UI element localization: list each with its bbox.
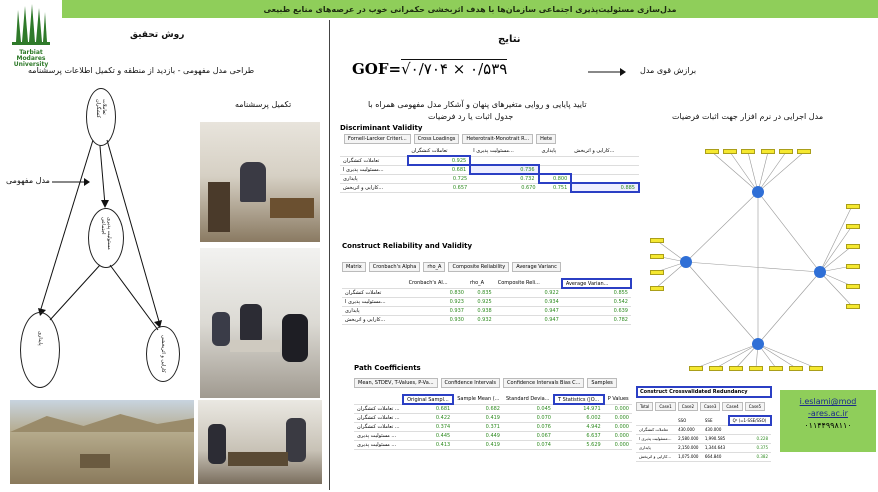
table-row: تعاملات کنشگران ... 0.681 0.682 0.045 14.971 0.000 [354, 404, 632, 413]
indicator-box [769, 366, 783, 371]
tab-samples[interactable]: Samples [587, 378, 616, 388]
results-title: نتایج [498, 34, 521, 45]
table-header-row: Original Sampl... Sample Mean (... Standard Devia... T Statistics (|O... P Values [354, 395, 632, 404]
photo-office-visit [200, 248, 320, 398]
discriminant-tabs [344, 134, 640, 144]
indicator-box [789, 366, 803, 371]
tab-confidence-bias[interactable]: Confidence Intervals Bias C... [503, 378, 584, 388]
tab-matrix[interactable]: Matrix [342, 262, 366, 272]
table-header-row: Cronbach's Al... rho_A Composite Reli... Average Varian... [342, 279, 631, 288]
discriminant-title: Discriminant Validity [340, 124, 423, 132]
node-actor-interactions: تعاملات کنشگران [86, 88, 116, 146]
table-header-row: SSO SSE Q² (=1-SSE/SSO) [636, 416, 771, 425]
node-efficiency: کارایی و اثربخشی [146, 326, 180, 382]
confirm-text: تایید پایایی و روایی متغیرهای پنهان و آشکار مدل مفهومی همراه با [368, 100, 587, 109]
indicator-box [809, 366, 823, 371]
photo-landscape [10, 400, 194, 484]
table-row: تعاملات کنشگران 0.925 [340, 156, 639, 165]
table-row: مسئولیت پذیری ... 0.445 0.449 0.067 6.637 0.000 [354, 431, 632, 440]
university-logo [4, 2, 58, 68]
confirm-text-2: جدول اثبات یا رد فرضیات [428, 112, 514, 121]
table-row: مسئولیت پذیری ا... 0.681 0.736 [340, 165, 639, 174]
redundancy-title: Construct Crossvalidated Redundancy [636, 386, 772, 398]
indicator-box [709, 366, 723, 371]
indicator-box [650, 270, 664, 275]
gof-result-text: برازش قوی مدل [640, 66, 697, 75]
path-title: Path Coefficients [354, 364, 421, 372]
tab-total[interactable]: Total [636, 402, 653, 411]
table-row: تعاملات کنشگران ... 0.422 0.419 0.070 6.002 0.000 [354, 413, 632, 422]
sem-node-interactions [752, 186, 764, 198]
table-row: کارایی و اثربخش... 0.930 0.932 0.947 0.782 [342, 315, 631, 324]
table-row: مسئولیت پذیری ا... 0.923 0.925 0.934 0.542 [342, 297, 631, 306]
tab-case5[interactable]: Case5 [745, 402, 765, 411]
table-row: پایداری 2,150.000 1,344.643 0.375 [636, 443, 771, 452]
sem-node-sustainability [680, 256, 692, 268]
indicator-box [650, 238, 664, 243]
path-table [354, 378, 632, 450]
table-row: مسئولیت پذیری ا... 2,580.000 1,990.585 0.228 [636, 434, 771, 443]
photo-meeting [198, 400, 322, 484]
tab-fornell[interactable]: Fornell-Larcker Criteri... [344, 134, 411, 144]
table-row: پایداری 0.725 0.732 0.800 [340, 174, 639, 183]
poster-title: مدل‌سازی مسئولیت‌پذیری اجتماعی سازمان‌ها با هدف اثربخشی حکمرانی خوب در عرصه‌های منابع طبیعی [263, 4, 677, 14]
indicator-box [846, 224, 860, 229]
email-link-2[interactable]: -ares.ac.ir [808, 409, 848, 418]
indicator-box [723, 149, 737, 154]
sem-node-efficiency [814, 266, 826, 278]
questionnaire-text: تکمیل پرسشنامه [235, 100, 292, 109]
reliability-tabs [342, 262, 632, 272]
tab-ave[interactable]: Average Varianc [512, 262, 561, 272]
indicator-box [761, 149, 775, 154]
indicator-box [650, 286, 664, 291]
tab-case2[interactable]: Case2 [678, 402, 698, 411]
indicator-box [797, 149, 811, 154]
indicator-box [729, 366, 743, 371]
table-row: تعاملات کنشگران ... 0.374 0.371 0.076 4.942 0.000 [354, 422, 632, 431]
reliability-title: Construct Reliability and Validity [342, 242, 473, 250]
tab-rho[interactable]: rho_A [423, 262, 445, 272]
table-row: تعاملات کنشگران 430.000 430.000 [636, 425, 771, 434]
photo-office-interview [200, 122, 320, 242]
indicator-box [689, 366, 703, 371]
table-row: مسئولیت پذیری ... 0.413 0.419 0.074 5.629 0.000 [354, 440, 632, 449]
tab-case3[interactable]: Case3 [700, 402, 720, 411]
indicator-box [705, 149, 719, 154]
tab-case4[interactable]: Case4 [722, 402, 742, 411]
logo-text: Tarbiat Modares University [13, 49, 49, 68]
logo-emblem-icon [4, 2, 58, 46]
indicator-box [846, 244, 860, 249]
column-divider [329, 20, 330, 490]
table-header-row: تعاملات کنشگران مسئولیت پذیری ا... پایداری کارایی و اثربخش... [340, 147, 639, 156]
tab-hete[interactable]: Hete [536, 134, 556, 144]
discriminant-table [340, 134, 640, 193]
indicator-box [846, 204, 860, 209]
concept-model-label: مدل مفهومی [6, 176, 50, 185]
node-social-responsibility: مسئولیت پذیری اجتماعی [88, 208, 124, 268]
tab-cronbach[interactable]: Cronbach's Alpha [369, 262, 421, 272]
tab-composite[interactable]: Composite Reliability [448, 262, 509, 272]
indicator-box [779, 149, 793, 154]
table-row: پایداری 0.937 0.938 0.947 0.639 [342, 306, 631, 315]
indicator-box [650, 254, 664, 259]
method-title: روش تحقیق [130, 30, 185, 40]
sem-node-responsibility [752, 338, 764, 350]
node-sustainability: پایداری [20, 312, 60, 388]
redundancy-tabs [636, 402, 772, 411]
table-row: کارایی و اثربخش... 0.657 0.670 0.751 0.885 [340, 183, 639, 192]
indicator-box [846, 304, 860, 309]
reliability-table [342, 262, 632, 325]
indicator-box [749, 366, 763, 371]
redundancy-table [636, 402, 772, 462]
header-bar [62, 0, 878, 18]
phone-number: ۰۱۱۴۴۹۹۸۱۱۰ [804, 421, 852, 430]
tab-mean-stdev[interactable]: Mean, STDEV, T-Values, P-Va... [354, 378, 438, 388]
arrow-right-icon [586, 66, 626, 78]
indicator-box [741, 149, 755, 154]
table-row: تعاملات کنشگران 0.830 0.835 0.922 0.855 [342, 288, 631, 297]
tab-htmt[interactable]: Heterotrait-Monotrait R... [462, 134, 533, 144]
indicator-box [846, 264, 860, 269]
indicator-box [846, 284, 860, 289]
table-row: کارایی و اثربخش... 1,075.000 664.840 0.382 [636, 452, 771, 461]
tab-cross-loadings[interactable]: Cross Loadings [414, 134, 460, 144]
software-text: مدل اجرایی در نرم افزار جهت اثبات فرضیات [672, 112, 824, 121]
contact-box [780, 390, 876, 452]
gof-formula: GOF=√۰/۷۰۴ × ۰/۵۳۹ [352, 60, 508, 78]
design-text: طراحی مدل مفهومی - بازدید از منطقه و تکمیل اطلاعات پرسشنامه [28, 66, 255, 75]
tab-confidence[interactable]: Confidence Intervals [441, 378, 500, 388]
email-link[interactable]: i.eslami@mod [799, 397, 857, 406]
tab-case1[interactable]: Case1 [655, 402, 675, 411]
path-tabs [354, 378, 632, 388]
